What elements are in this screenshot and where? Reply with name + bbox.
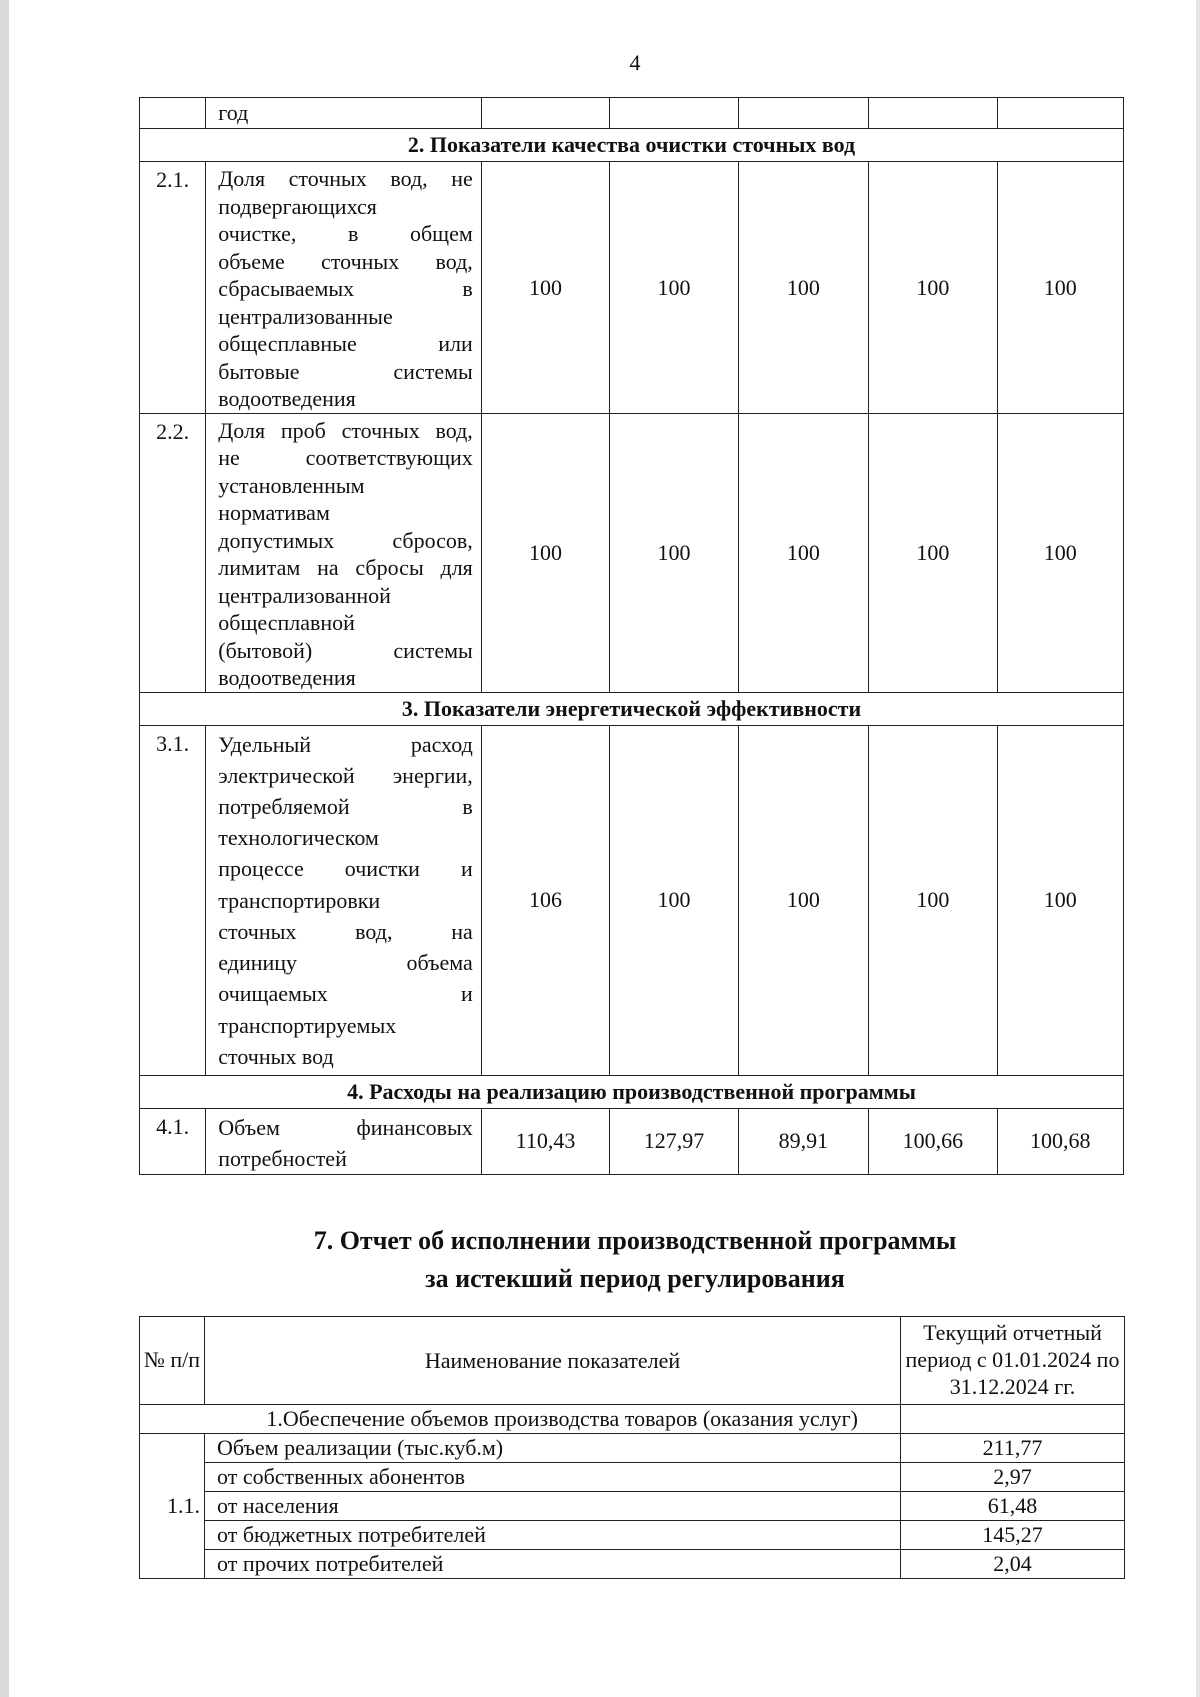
row-label: от собственных абонентов — [205, 1463, 901, 1492]
header-period: Текущий отчетный период с 01.01.2024 по 31.12.2024 гг. — [901, 1317, 1125, 1405]
page-number: 4 — [629, 50, 641, 75]
row-description: Доля сточных вод, не подвергающихся очистке, в общем объеме сточных вод, сбрасываемых в централизованные общесплавные или бытовые системы водоотведения — [206, 162, 482, 414]
table-row — [140, 1521, 1125, 1550]
section-row — [140, 1075, 1124, 1108]
value-cell: 100 — [738, 162, 869, 414]
report-table — [139, 1316, 1125, 1579]
value-cell: 100 — [997, 725, 1123, 1075]
header-name: Наименование показателей — [205, 1317, 901, 1405]
table-row — [140, 1434, 1125, 1463]
table-row — [140, 725, 1124, 1075]
value-cell: 100 — [997, 413, 1123, 692]
value-cell: 100 — [869, 725, 997, 1075]
row-value: 2,04 — [901, 1550, 1125, 1579]
report-heading-line1: 7. Отчет об исполнении производственной программы — [313, 1226, 957, 1255]
value-cell: 100 — [738, 725, 869, 1075]
value-cell: 100 — [610, 725, 738, 1075]
value-cell: 100 — [610, 162, 738, 414]
header-num: № п/п — [140, 1317, 205, 1405]
report-heading-line2: за истекший период регулирования — [425, 1264, 845, 1293]
value-cell: 106 — [481, 725, 609, 1075]
value-cell: 100 — [869, 413, 997, 692]
scan-left-edge — [0, 0, 9, 1697]
table-row — [140, 162, 1124, 414]
scan-right-edge — [1196, 0, 1200, 1697]
value-cell: 100 — [481, 413, 609, 692]
row-value: 145,27 — [901, 1521, 1125, 1550]
row-number: 2.1. — [140, 162, 206, 414]
value-cell: 100 — [738, 413, 869, 692]
table-row — [140, 413, 1124, 692]
row-number: 4.1. — [140, 1108, 206, 1174]
header-row — [140, 1317, 1125, 1405]
table-row — [140, 1492, 1125, 1521]
row-label: от населения — [205, 1492, 901, 1521]
row-number: 2.2. — [140, 413, 206, 692]
row-value: 211,77 — [901, 1434, 1125, 1463]
value-cell: 89,91 — [738, 1108, 869, 1174]
table-row — [140, 1108, 1124, 1174]
section-row — [140, 692, 1124, 725]
value-cell: 110,43 — [481, 1108, 609, 1174]
section-row — [140, 129, 1124, 162]
section-title: 4. Расходы на реализацию производственной программы — [140, 1075, 1124, 1108]
value-cell: 100,66 — [869, 1108, 997, 1174]
row-number: 3.1. — [140, 725, 206, 1075]
value-cell: 100 — [610, 413, 738, 692]
section-title: 3. Показатели энергетической эффективности — [140, 692, 1124, 725]
table-row — [140, 1463, 1125, 1492]
group-number: 1.1. — [140, 1434, 205, 1579]
row-value: 61,48 — [901, 1492, 1125, 1521]
table-row — [140, 98, 1124, 129]
section-title: 2. Показатели качества очистки сточных вод — [140, 129, 1124, 162]
row-label: от прочих потребителей — [205, 1550, 901, 1579]
row-description: Удельный расход электрической энергии, потребляемой в технологическом процессе очистки и транспортировки сточных вод, на единицу объема очищаемых и транспортируемых сточных вод — [206, 725, 482, 1075]
section-row — [140, 1405, 1125, 1434]
report-heading — [0, 1222, 1200, 1298]
row-label: год — [206, 98, 482, 129]
value-cell: 100 — [869, 162, 997, 414]
row-label: от бюджетных потребителей — [205, 1521, 901, 1550]
value-cell: 100 — [481, 162, 609, 414]
indicators-table — [139, 97, 1124, 1175]
row-value: 2,97 — [901, 1463, 1125, 1492]
row-description: Объем финансовых потребностей — [206, 1108, 482, 1174]
value-cell: 100,68 — [997, 1108, 1123, 1174]
row-description: Доля проб сточных вод, не соответствующих установленным нормативам допустимых сбросов, лимитам на сбросы для централизованной общесплавной (бытовой) системы водоотведения — [206, 413, 482, 692]
section-title: 1.Обеспечение объемов производства товаров (оказания услуг) — [140, 1405, 901, 1434]
value-cell: 127,97 — [610, 1108, 738, 1174]
table-row — [140, 1550, 1125, 1579]
value-cell: 100 — [997, 162, 1123, 414]
row-label: Объем реализации (тыс.куб.м) — [205, 1434, 901, 1463]
